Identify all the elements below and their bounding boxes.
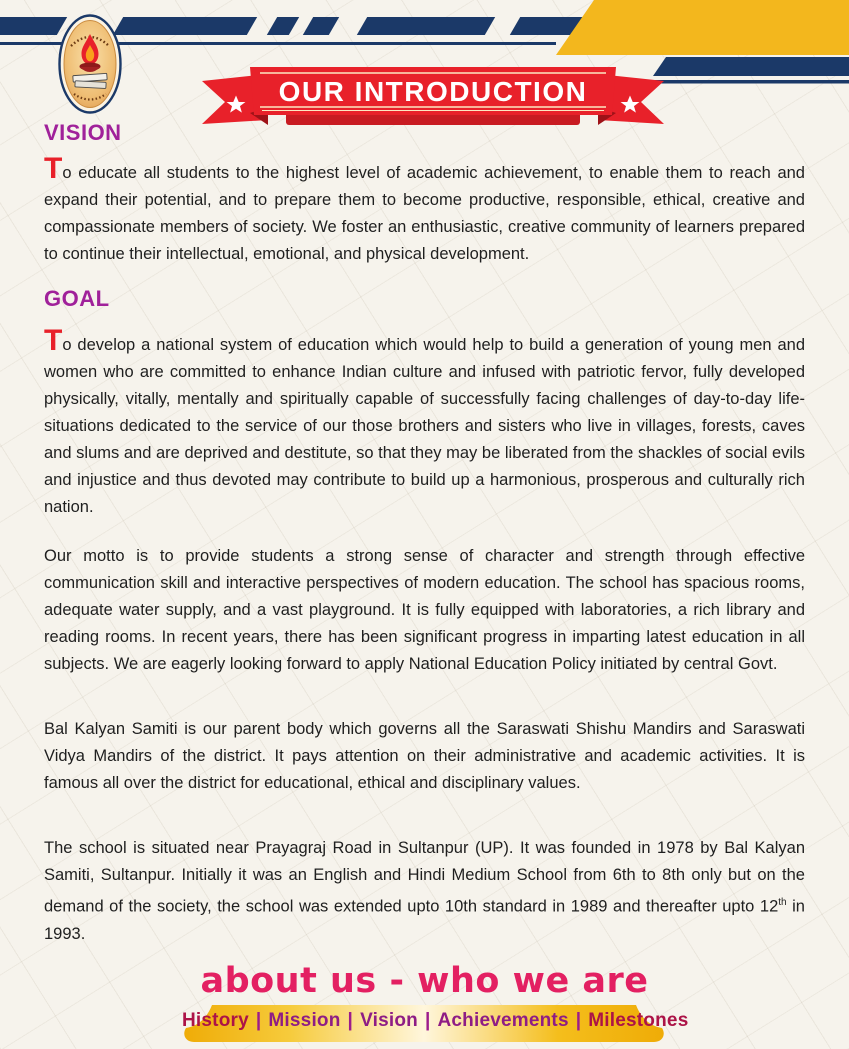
menu-separator: | (347, 1010, 354, 1031)
header-gold-wedge (540, 0, 849, 55)
menu-separator: | (424, 1010, 431, 1031)
vision-paragraph (44, 154, 805, 268)
vision-text: o educate all students to the highest level of academic achievement, to enable them to reach and expand their potential, and to prepare them to become productive, responsible, ethical, creative and compassionate members of society. We foster an enthusiastic, creative community of learners prepared to continue their intellectual, emotional, and physical development. (44, 164, 805, 263)
header-navy-subbar (640, 57, 849, 76)
menu-bar (182, 1010, 689, 1032)
school-history-text-after: in 1993. (44, 897, 805, 943)
vision-dropcap: T (44, 152, 63, 185)
menu-item-history[interactable]: History (182, 1010, 249, 1031)
header-stripe-dash-1 (267, 17, 299, 35)
page-title: OUR INTRODUCTION (278, 76, 588, 107)
footer-menu-banner (182, 1005, 689, 1045)
menu-separator: | (255, 1010, 262, 1031)
goal-dropcap: T (44, 324, 63, 357)
parent-body-paragraph: Bal Kalyan Samiti is our parent body which governs all the Saraswati Shishu Mandirs and Saraswati Vidya Mandirs of the district. It pays attention on their administrative and academic activities. It is famous all over the district for educational, ethical and disciplinary values. (44, 720, 805, 792)
section-heading-vision: VISION (44, 120, 122, 145)
main-content (44, 120, 805, 948)
header-stripe-2 (113, 17, 257, 35)
about-us-tagline: about us - who we are (200, 961, 649, 1001)
school-logo (58, 14, 122, 114)
ribbon-banner (198, 63, 668, 129)
goal-text: o develop a national system of education which would help to build a generation of young men and women who are committed to enhance Indian culture and infused with patriotic fervor, fully developed physically, vitally, mentally and spiritually capable of successfully facing challenges of day-to-day life-situations dedicated to the service of our those brothers and sisters who live in villages, forests, caves and slums and are deprived and destitute, so that they may be liberated from the shackles of social evils and injustice and thus devoted may contribute to build up a harmonious, prosperous and culturally rich nation. (44, 336, 805, 516)
school-history-text: The school is situated near Prayagraj Road in Sultanpur (UP). It was founded in 1978 by Bal Kalyan Samiti, Sultanpur. Initially it was an English and Hindi Medium School from 6th to 8th only but on the demand of the society, the school was extended upto 10th standard in 1989 and thereafter upto 12 (44, 839, 805, 916)
school-emblem-icon (58, 14, 122, 114)
menu-item-milestones[interactable]: Milestones (588, 1010, 689, 1031)
menu-item-achievements[interactable]: Achievements (437, 1010, 569, 1031)
menu-item-mission[interactable]: Mission (268, 1010, 341, 1031)
menu-item-vision[interactable]: Vision (360, 1010, 418, 1031)
ordinal-superscript: th (778, 897, 787, 908)
header-stripe-dash-2 (303, 17, 339, 35)
header-stripe-3 (357, 17, 495, 35)
section-heading-goal: GOAL (44, 286, 110, 311)
goal-paragraph (44, 326, 805, 521)
motto-paragraph: Our motto is to provide students a strong sense of character and strength through effective communication skill and interactive perspectives of modern education. The school has spacious rooms, adequate water supply, and a vast playground. It is fully equipped with laboratories, a rich library and reading rooms. In recent years, there has been significant progress in imparting latest education in all subjects. We are eagerly looking forward to apply National Education Policy initiated by central Govt. (44, 547, 805, 673)
menu-separator: | (575, 1010, 582, 1031)
school-history-paragraph (44, 835, 805, 948)
